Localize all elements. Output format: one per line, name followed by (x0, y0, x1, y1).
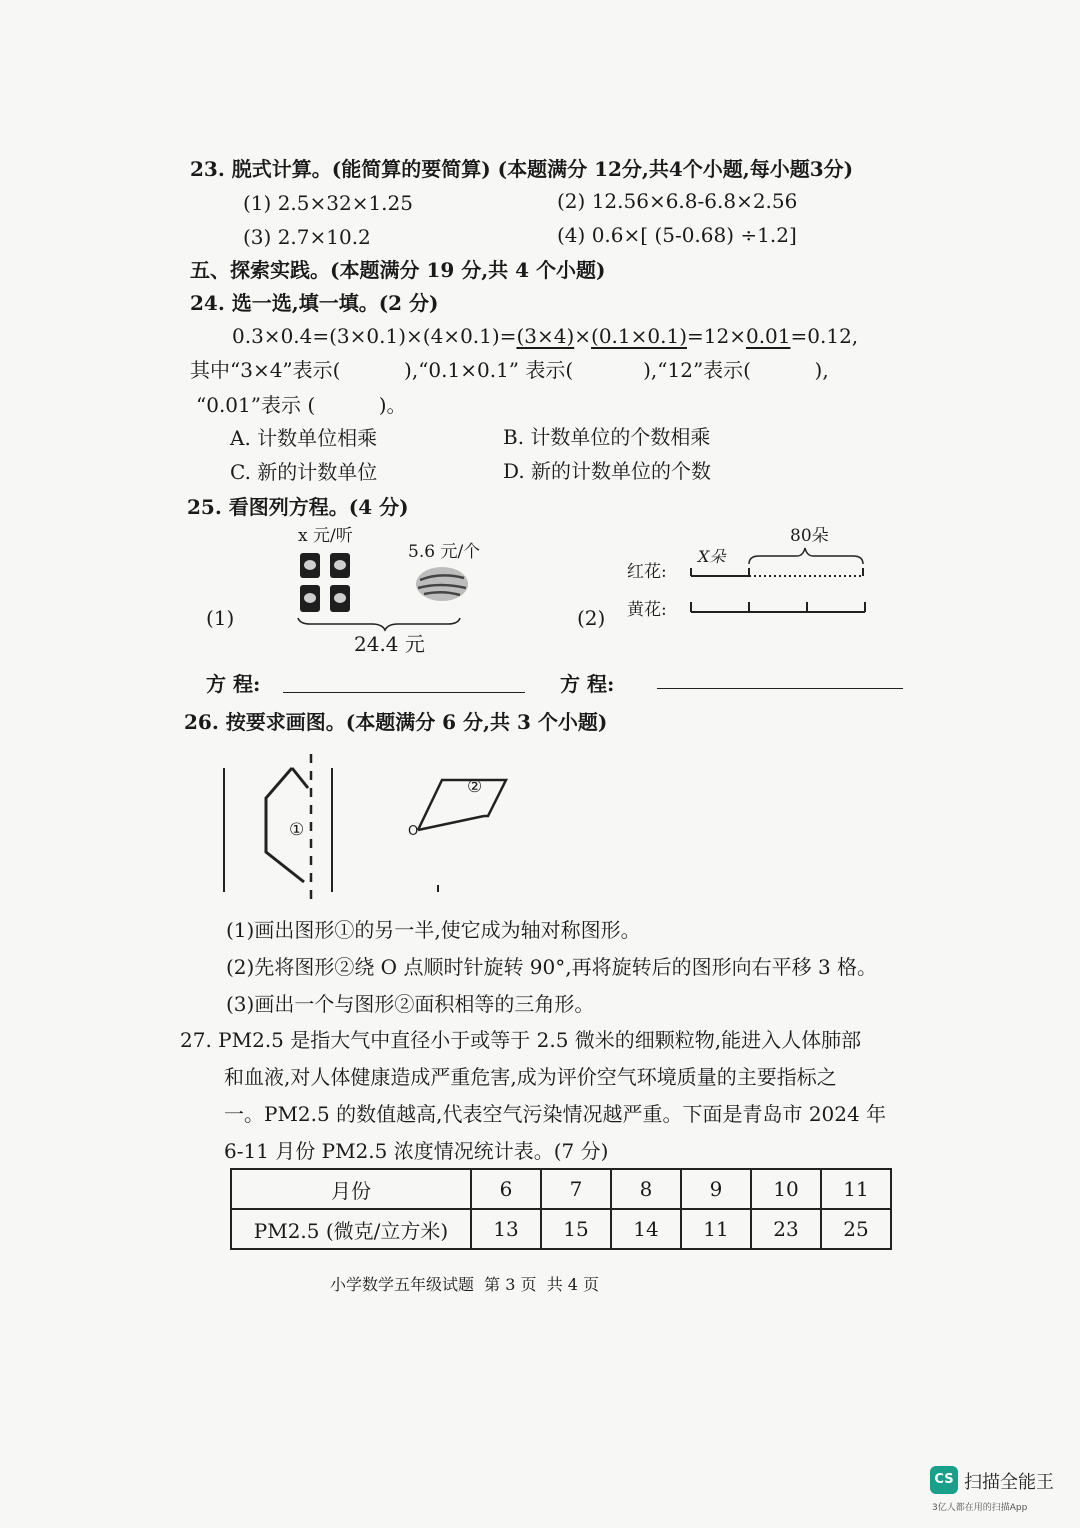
q24-option-a: A. 计数单位相乘 (230, 426, 378, 450)
q23-item-3: (3) 2.7×10.2 (243, 225, 371, 249)
q23-item-1: (1) 2.5×32×1.25 (243, 191, 413, 215)
q25-yellow-label: 黄花: (627, 600, 667, 620)
q25-fig2-label: (2) (577, 606, 606, 630)
q24-equation (232, 324, 858, 348)
q26-item-3: (3)画出一个与图形②面积相等的三角形。 (226, 992, 595, 1016)
q24-eq-part3: =0.12, (790, 324, 859, 348)
red-flower-bar (691, 568, 863, 576)
table-row (231, 1209, 891, 1249)
q25-answer-line-1[interactable] (283, 692, 525, 693)
q25-red-label: 红花: (627, 562, 667, 582)
table-row (231, 1169, 891, 1209)
q24-title: 24. 选一选,填一填。(2 分) (190, 291, 439, 315)
q25-fig1-label: (1) (206, 606, 235, 630)
q27-line-3: 一。PM2.5 的数值越高,代表空气污染情况越严重。下面是青岛市 2024 年 (224, 1102, 887, 1126)
q24-option-b: B. 计数单位的个数相乘 (503, 425, 711, 449)
q24-eq-part1: 0.3×0.4=(3×0.1)×(4×0.1)= (232, 324, 517, 348)
logo-subtitle: 3亿人都在用的扫描App (932, 1503, 1028, 1513)
table-cell: 23 (751, 1209, 821, 1249)
q24-eq-part2: =12× (687, 324, 746, 348)
table-cell: 6 (471, 1169, 541, 1209)
q27-line-1: 27. PM2.5 是指大气中直径小于或等于 2.5 微米的细颗粒物,能进入人体肺部 (180, 1028, 862, 1052)
q24-option-d: D. 新的计数单位的个数 (503, 459, 712, 483)
q26-origin-label: O (408, 824, 419, 839)
logo-name: 扫描全能王 (964, 1472, 1054, 1493)
q23-item-2: (2) 12.56×6.8-6.8×2.56 (557, 189, 798, 213)
q27-line-4: 6-11 月份 PM2.5 浓度情况统计表。(7 分) (224, 1139, 609, 1163)
ball-icon (416, 567, 468, 601)
table-header-month: 月份 (231, 1169, 471, 1209)
q24-option-c: C. 新的计数单位 (230, 460, 378, 484)
q26-item-1: (1)画出图形①的另一半,使它成为轴对称图形。 (226, 918, 641, 942)
q25-figure1 (290, 548, 480, 632)
q25-equation-label-1: 方 程: (206, 672, 261, 696)
q24-eq-mid: × (574, 324, 592, 348)
table-cell: 11 (681, 1209, 751, 1249)
q24-eq-underline2: (0.1×0.1) (591, 324, 687, 348)
table-cell: 14 (611, 1209, 681, 1249)
q25-ball-price: 5.6 元/个 (408, 542, 481, 562)
section5-title: 五、探索实践。(本题满分 19 分,共 4 个小题) (190, 258, 606, 282)
cs-icon: CS (930, 1466, 958, 1494)
table-cell: 15 (541, 1209, 611, 1249)
table-cell: 13 (471, 1209, 541, 1249)
table-cell: 8 (611, 1169, 681, 1209)
q26-shape1-label: ① (289, 820, 305, 840)
yellow-flower-bar (691, 602, 865, 612)
q25-total: 24.4 元 (354, 632, 425, 656)
parallelogram-shape-2 (418, 780, 506, 830)
q24-line2: 其中“3×4”表示( ),“0.1×0.1” 表示( ),“12”表示( ), (190, 358, 829, 382)
q25-figure2 (685, 540, 875, 620)
pm25-table (230, 1168, 892, 1250)
q25-equation-label-2: 方 程: (560, 672, 615, 696)
q24-line3: “0.01”表示 ( )。 (196, 393, 407, 417)
q25-answer-line-2[interactable] (657, 688, 903, 689)
can-icon (330, 553, 350, 578)
q25-can-price: x 元/听 (298, 526, 353, 546)
table-header-pm25: PM2.5 (微克/立方米) (231, 1209, 471, 1249)
can-icon (300, 553, 320, 578)
q26-grid-figure (220, 750, 520, 910)
q26-title: 26. 按要求画图。(本题满分 6 分,共 3 个小题) (184, 710, 608, 734)
q25-x-label: X朵 (698, 547, 726, 566)
scanner-app-logo (930, 1466, 1056, 1516)
diff-brace (749, 548, 863, 564)
q24-eq-underline1: (3×4) (516, 324, 575, 348)
q23-title: 23. 脱式计算。(能简算的要简算) (本题满分 12分,共4个小题,每小题3分) (190, 157, 854, 181)
table-cell: 11 (821, 1169, 891, 1209)
q23-item-4: (4) 0.6×[ (5-0.68) ÷1.2] (557, 223, 797, 247)
table-cell: 25 (821, 1209, 891, 1249)
table-cell: 7 (541, 1169, 611, 1209)
can-icon (300, 585, 320, 612)
q25-diff-label: 80朵 (790, 526, 829, 546)
total-brace (298, 618, 460, 630)
q24-eq-underline3: 0.01 (745, 324, 791, 348)
table-cell: 10 (751, 1169, 821, 1209)
table-cell: 9 (681, 1169, 751, 1209)
q27-line-2: 和血液,对人体健康造成严重危害,成为评价空气环境质量的主要指标之 (224, 1065, 837, 1089)
can-icon (330, 585, 350, 612)
q25-title: 25. 看图列方程。(4 分) (187, 495, 409, 519)
q26-item-2: (2)先将图形②绕 O 点顺时针旋转 90°,再将旋转后的图形向右平移 3 格。 (226, 955, 878, 979)
page-footer: 小学数学五年级试题 第 3 页 共 4 页 (330, 1275, 600, 1294)
q26-shape2-label: ② (467, 777, 483, 797)
